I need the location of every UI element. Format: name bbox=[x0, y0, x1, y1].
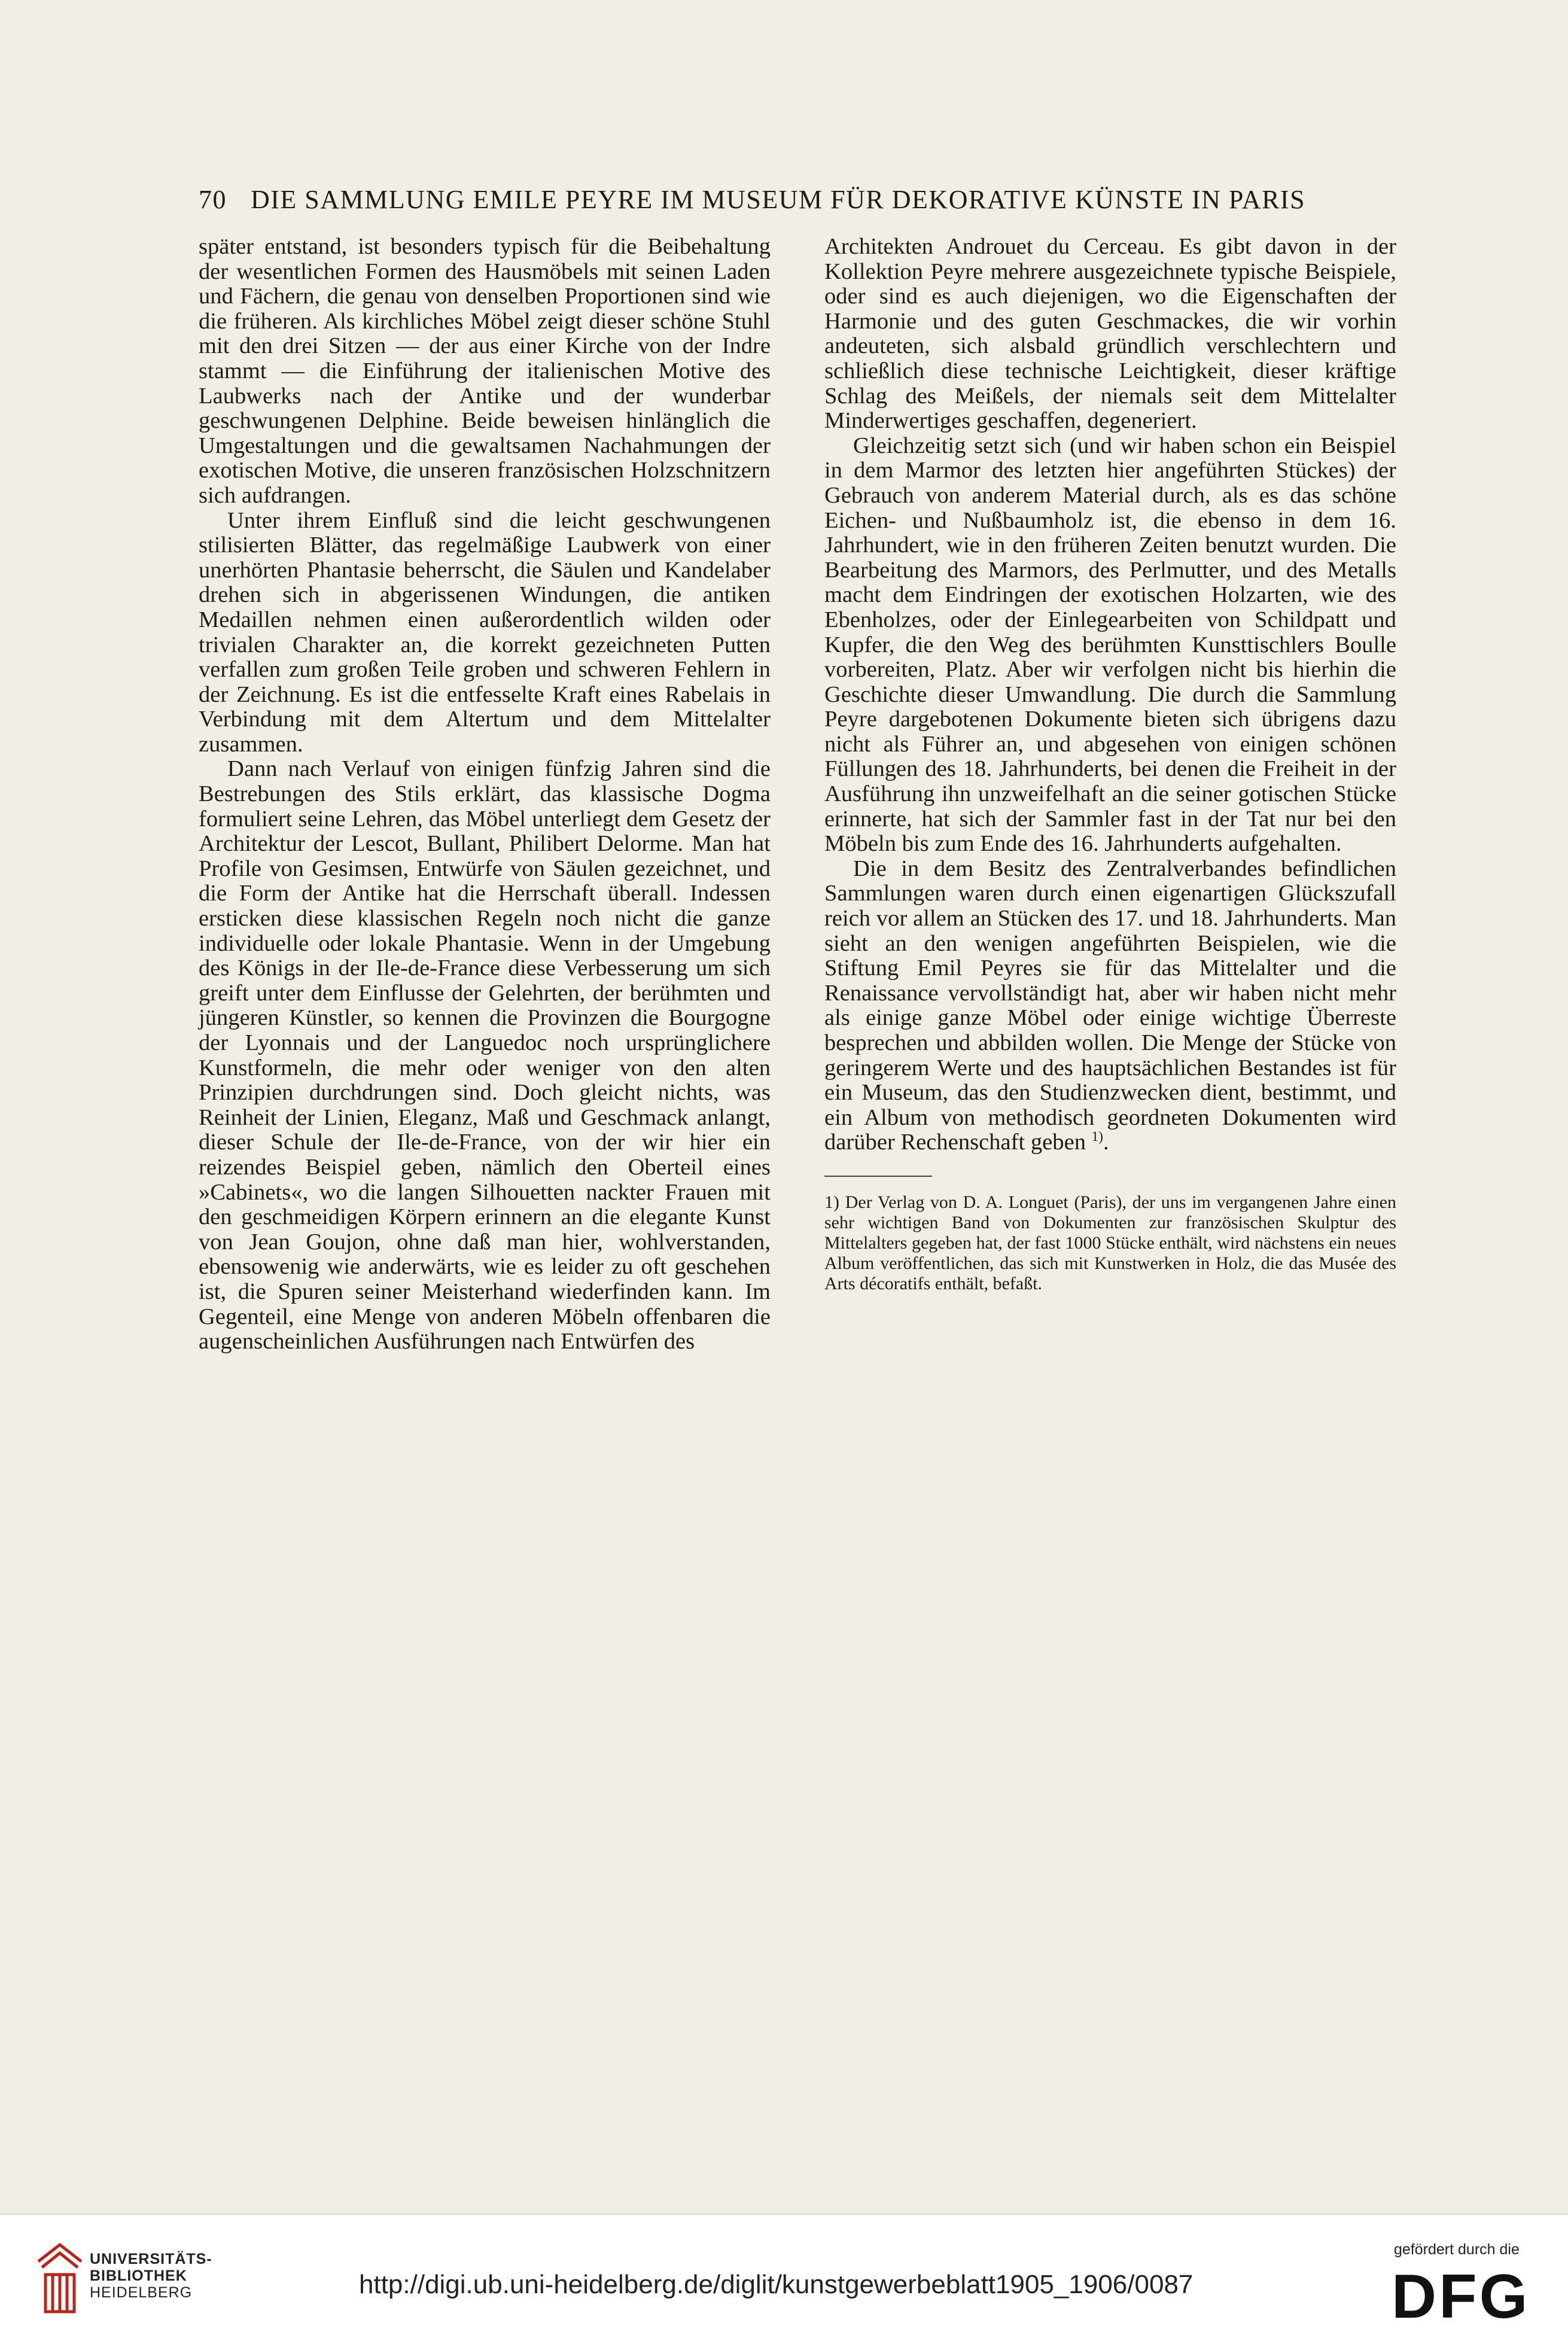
footnote-text: Der Verlag von D. A. Longuet (Paris), der uns im vergangenen Jahre einen sehr wichtigen Band von Dokumenten zur französischen Skulptur des Mittelalters gegeben hat, der fast 1000 Stücke enthält, wird nächstens ein neues Album veröffentlichen, das sich mit Kunstwerken in Holz, die das Musée des Arts décoratifs enthält, befaßt. bbox=[824, 1192, 1396, 1293]
sentence-end: . bbox=[1103, 1130, 1109, 1155]
paragraph-text: Die in dem Besitz des Zentralverbandes befindlichen Sammlungen waren durch einen eigenartigen Glückszufall reich vor allem an Stücken des 17. und 18. Jahrhunderts. Man sieht an den wenigen angeführten Beispielen, wie die Stiftung Emil Peyres sie für das Mittelalter und die Renaissance vervollständigt hat, aber wir haben nicht mehr als einige ganze Möbel oder einige wichtige Überreste besprechen und abbilden wollen. Die Menge der Stücke von geringerem Werte und des hauptsächlichen Bestandes ist für ein Museum, das den Studienzwecken dient, bestimmt, und ein Album von methodisch geordneten Dokumenten wird darüber Rechenschaft geben bbox=[824, 856, 1396, 1155]
footnote-divider bbox=[824, 1176, 932, 1177]
paragraph: Unter ihrem Einfluß sind die leicht geschwungenen stilisierten Blätter, das regelmäßige Laubwerk von einer unerhörten Phantasie beherrscht, die Säulen und Kandelaber drehen sich in abgerissenen Windungen, die antiken Medaillen nehmen einen außerordentlich wilden oder trivialen Charakter an, die korrekt gezeichneten Putten verfallen zum großen Teile groben und schweren Fehlern in der Zeichnung. Es ist die entfesselte Kraft eines Rabelais in Verbindung mit dem Altertum und dem Mittelalter zusammen. bbox=[199, 507, 771, 757]
paragraph: Dann nach Verlauf von einigen fünfzig Jahren sind die Bestrebungen des Stils erklärt, das klassische Dogma formuliert seine Lehren, das Möbel unterliegt dem Gesetz der Architektur der Lescot, Bullant, Philibert Delorme. Man hat Profile von Gesimsen, Entwürfe von Säulen gezeichnet, und die Form der Antike hat die Herrschaft überall. Indessen ersticken diese klassischen Regeln noch nicht die ganze individuelle oder lokale Phantasie. Wenn in der Umgebung des Königs in der Ile-de-France diese Verbesserung um sich greift unter dem Einflusse der Gelehrten, der berühmten und jüngeren Künstler, so kennen die Provinzen die Bourgogne der Lyonnais und der Languedoc noch ursprünglichere Kunstformeln, die mehr oder weniger von den alten Prinzipien durchdrungen sind. Doch gleicht nichts, was Reinheit der Linien, Eleganz, Maß und Geschmack anlangt, dieser Schule der Ile-de-France, von der wir hier ein reizendes Beispiel geben, nämlich den Oberteil eines »Cabinets«, wo die langen Silhouetten nackter Frauen mit den geschmeidigen Körpern erinnern an die elegante Kunst von Jean Goujon, ohne daß man hier, wohlverstanden, ebensowenig wie anderwärts, wie es leider zu oft geschehen ist, die Spuren seiner Meisterhand wiederfinden kann. Im Gegenteil, eine Menge von anderen Möbeln offenbaren die augenscheinlichen Ausführungen nach Entwürfen des bbox=[199, 756, 771, 1354]
running-title: DIE SAMMLUNG EMILE PEYRE IM MUSEUM FÜR DEKORATIVE KÜNSTE IN PARIS bbox=[251, 185, 1306, 214]
dfg-logo-icon bbox=[1392, 2265, 1547, 2325]
permalink-url[interactable]: http://digi.ub.uni-heidelberg.de/diglit/kunstgewerbeblatt1905_1906/0087 bbox=[359, 2270, 1193, 2299]
library-line: UNIVERSITÄTS- bbox=[90, 2251, 212, 2267]
university-library-logo-icon bbox=[34, 2240, 86, 2319]
page-number: 70 bbox=[199, 185, 227, 214]
paragraph: Architekten Androuet du Cerceau. Es gibt davon in der Kollektion Peyre mehrere ausgezeichnete typische Beispiele, oder sind es auch diejenigen, wo die Eigenschaften der Harmonie und des guten Geschmackes, die wir vorhin andeuteten, sich alsbald gründlich verschlechtern und schließlich diese technische Leichtigkeit, dieser kräftige Schlag des Meißels, der niemals seit dem Mittelalter Minderwertiges geschaffen, degeneriert. bbox=[824, 234, 1396, 434]
library-name bbox=[90, 2251, 212, 2301]
paragraph: Gleichzeitig setzt sich (und wir haben schon ein Beispiel in dem Marmor des letzten hier angeführten Stückes) der Gebrauch von anderem Material durch, als es das schöne Eichen- und Nußbaumholz ist, die ebenso in dem 16. Jahrhundert, wie in den früheren Zeiten benutzt wurden. Die Bearbeitung des Marmors, des Perlmutter, und des Metalls macht dem Eindringen der exotischen Holzarten, wie des Ebenholzes, oder der Einlegearbeiten von Schildpatt und Kupfer, die den Weg des berühmten Kunsttischlers Boulle vorbereiten, Platz. Aber wir verfolgen nicht bis hierhin die Geschichte dieser Umwandlung. Die durch die Sammlung Peyre dargebotenen Dokumente bieten sich übrigens dazu nicht als Führer an, und abgesehen von einigen schönen Füllungen des 18. Jahrhunderts, bei denen die Freiheit in der Ausführung ihn unzweifelhaft an die seiner gotischen Stücke erinnerte, hat sich der Sammler fast in der Tat nur bei den Möbeln bis zum Ende des 16. Jahrhunderts aufgehalten. bbox=[824, 433, 1396, 857]
library-line: HEIDELBERG bbox=[90, 2284, 193, 2301]
left-column bbox=[199, 235, 771, 1354]
right-column bbox=[824, 235, 1396, 1294]
library-line: BIBLIOTHEK bbox=[90, 2267, 187, 2284]
digitization-footer bbox=[0, 2214, 1568, 2350]
footnote bbox=[824, 1192, 1396, 1294]
paragraph bbox=[824, 857, 1396, 1155]
footnote-marker: 1) bbox=[824, 1192, 839, 1212]
paragraph: später entstand, ist besonders typisch für die Beibehaltung der wesentlichen Formen des Hausmöbels mit seinen Laden und Fächern, die genau von denselben Proportionen sind wie die früheren. Als kirchliches Möbel zeigt dieser schöne Stuhl mit den drei Sitzen — der aus einer Kirche von der Indre stammt — die Einführung der italienischen Motive des Laubwerks nach der Antike und der wunderbar geschwungenen Delphine. Beide beweisen hinlänglich die Umgestaltungen und die gewaltsamen Nachahmungen der exotischen Motive, die unseren französischen Holzschnitzern sich aufdrangen. bbox=[199, 234, 771, 508]
running-header bbox=[199, 184, 1338, 215]
footnote-reference: 1) bbox=[1091, 1129, 1103, 1145]
dfg-logo-text: DFG bbox=[1392, 2265, 1530, 2325]
funding-label: gefördert durch die bbox=[1394, 2241, 1520, 2258]
